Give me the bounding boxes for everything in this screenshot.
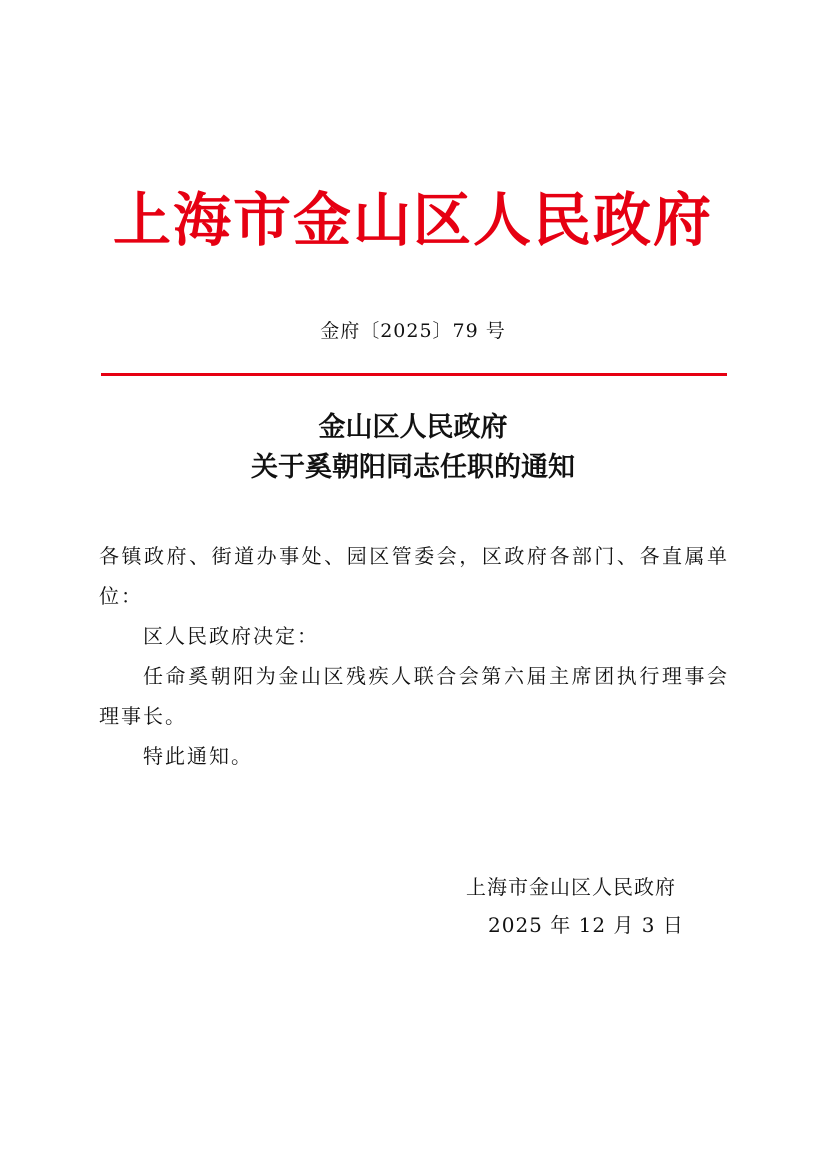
title-line-1: 金山区人民政府 <box>318 412 508 443</box>
signature-block <box>466 868 684 944</box>
document-number: 金府〔2025〕79 号 <box>320 320 506 342</box>
issuer-header: 上海市金山区人民政府 <box>112 186 713 254</box>
closing-paragraph: 特此通知。 <box>143 744 253 768</box>
recipients-paragraph: 各镇政府、街道办事处、园区管委会，区政府各部门、各直属单位： <box>99 544 729 608</box>
document-body <box>99 536 729 776</box>
document-title <box>0 408 826 488</box>
signature-org: 上海市金山区人民政府 <box>466 875 676 899</box>
appointment-paragraph: 任命奚朝阳为金山区残疾人联合会第六届主席团执行理事会理事长。 <box>99 664 729 728</box>
title-line-2: 关于奚朝阳同志任职的通知 <box>251 452 575 483</box>
signature-date: 2025 年 12 月 3 日 <box>488 913 684 937</box>
decision-intro-paragraph: 区人民政府决定： <box>143 624 319 648</box>
red-divider-line <box>101 373 727 376</box>
